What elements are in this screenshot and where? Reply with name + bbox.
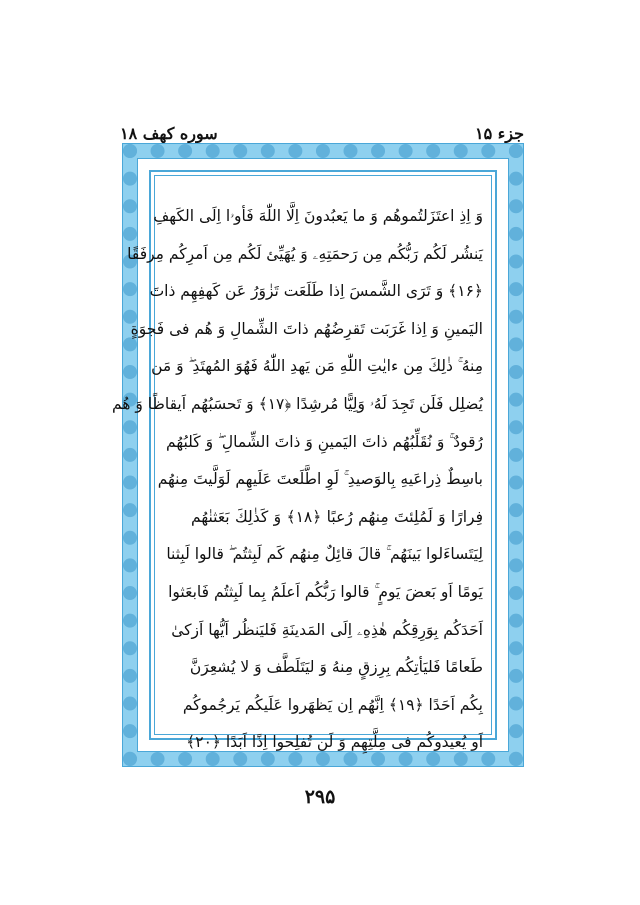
verse-line: يَومًا اَو بَعضَ يَومٍ ۚ قالوا رَبُّكُم اَعلَمُ بِما لَبِثتُم فَابعَثوا: [168, 582, 483, 601]
page-number: ۲۹۵: [304, 786, 336, 808]
juz-label: جزء ۱۵: [475, 123, 524, 143]
verse-line: ﴿۱۶﴾ وَ تَرَى الشَّمسَ اِذا طَلَعَت تَزٰوَرُ عَن كَهفِهِم ذاتَ: [149, 282, 483, 301]
verse-line: يُضلِل فَلَن تَجِدَ لَهُۥ وَلِيًّا مُرشِدًا ﴿۱۷﴾ وَ تَحسَبُهُم اَيقاظًا وَ هُم: [111, 394, 483, 413]
verse-line: لِيَتَساءَلوا بَينَهُم ۚ قالَ قائِلٌ مِنهُم كَم لَبِثتُم ۖ قالوا لَبِثنا: [166, 545, 483, 564]
verse-line: طَعامًا فَليَأتِكُم بِرِزقٍ مِنهُ وَ ليَتَلَطَّف وَ لا يُشعِرَنَّ: [189, 658, 483, 677]
verse-line: وَ اِذِ اعتَزَلتُموهُم وَ ما يَعبُدونَ اِلَّا اللّٰهَ فَأوۥا اِلَى الكَهفِ: [153, 207, 483, 225]
verse-line: اليَمينِ وَ اِذا غَرَبَت تَقرِضُهُم ذاتَ الشِّمالِ وَ هُم فى فَجوَةٍ: [130, 319, 483, 338]
verse-lines: [111, 198, 483, 762]
verse-line: رُقودٌ ۚ وَ نُقَلِّبُهُم ذاتَ اليَمينِ وَ ذاتَ الشِّمالِ ۖ وَ كَلبُهُم: [166, 432, 483, 451]
surah-label: سوره کهف ۱۸: [120, 123, 218, 143]
ornamental-frame: [111, 144, 523, 766]
verse-line: يَنشُر لَكُم رَبُّكُم مِن رَحمَتِهِۦ وَ يُهَيِّئ لَكُم مِن اَمرِكُم مِرفَقًا: [127, 244, 483, 263]
verse-line: اَحَدَكُم بِوَرِقِكُم هٰذِهِۦ اِلَى المَدينَةِ فَليَنظُر اَيُّها اَزكىٰ: [171, 620, 483, 639]
verse-line: بِكُم اَحَدًا ﴿۱۹﴾ اِنَّهُم اِن يَظهَروا عَلَيكُم يَرجُموكُم: [182, 695, 483, 714]
verse-line: باسِطٌ ذِراعَيهِ بِالوَصيدِ ۚ لَوِ اطَّلَعتَ عَلَيهِم لَوَلَّيتَ مِنهُم: [157, 470, 483, 489]
verse-line: اَو يُعيدوكُم فى مِلَّتِهِم وَ لَن تُفلِحوا اِذًا اَبَدًا ﴿۲۰﴾: [186, 733, 483, 752]
verse-line: مِنهُ ۚ ذٰلِكَ مِن ءايٰتِ اللّٰهِ مَن يَهدِ اللّٰهُ فَهُوَ المُهتَدِ ۖ وَ مَن: [151, 357, 483, 376]
verse-line: فِرارًا وَ لَمُلِئتَ مِنهُم رُعبًا ﴿۱۸﴾ وَ كَذٰلِكَ بَعَثنٰهُم: [191, 507, 483, 526]
text-panel: [111, 170, 497, 752]
